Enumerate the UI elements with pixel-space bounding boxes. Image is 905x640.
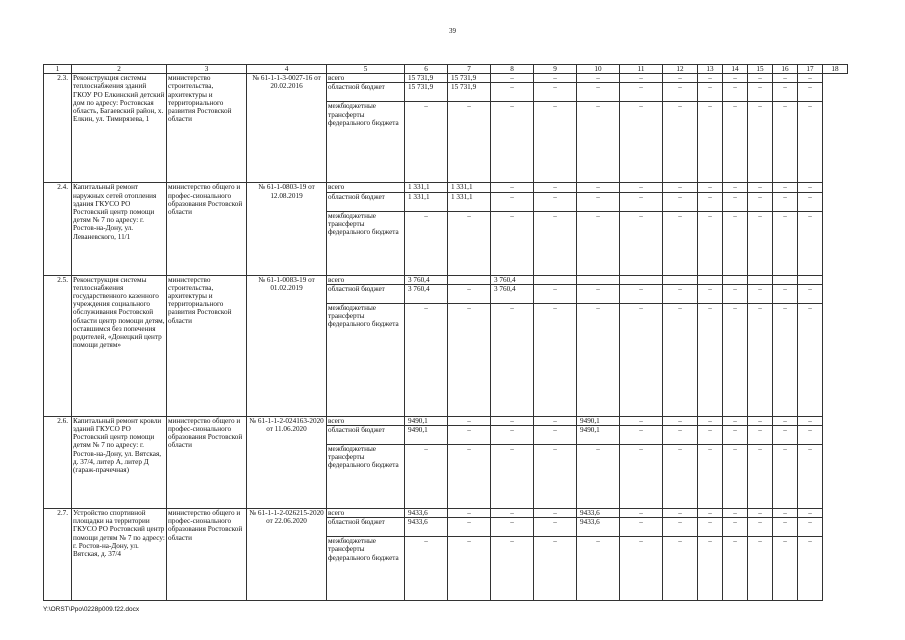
- value-cell: –: [577, 537, 620, 601]
- value-cell: –: [491, 509, 534, 518]
- value-cell: –: [798, 102, 823, 183]
- value-cell: –: [698, 284, 723, 303]
- value-cell: –: [663, 211, 698, 275]
- row-number: 2.4.: [44, 183, 72, 275]
- value-cell: –: [620, 183, 663, 192]
- funding-source: межбюджетные трансферты федерального бюджета: [327, 537, 405, 601]
- value-cell: –: [663, 518, 698, 537]
- column-number: 7: [448, 65, 491, 74]
- row-number: 2.3.: [44, 74, 72, 183]
- value-cell: 9490,1: [405, 426, 448, 445]
- document-reference: № 61-1-0083-19 от 01.02.2019: [247, 275, 327, 416]
- value-cell: –: [491, 445, 534, 509]
- value-cell: –: [491, 518, 534, 537]
- value-cell: –: [405, 211, 448, 275]
- value-cell: –: [773, 102, 798, 183]
- value-cell: –: [448, 211, 491, 275]
- value-cell: –: [448, 537, 491, 601]
- value-cell: –: [698, 509, 723, 518]
- value-cell: –: [698, 537, 723, 601]
- document-reference: № 61-1-0803-19 от 12.08.2019: [247, 183, 327, 275]
- value-cell: –: [773, 518, 798, 537]
- value-cell: –: [534, 192, 577, 211]
- value-cell: –: [620, 83, 663, 102]
- value-cell: 1 331,1: [405, 183, 448, 192]
- table-row: [44, 416, 848, 425]
- value-cell: –: [698, 83, 723, 102]
- funding-source: всего: [327, 183, 405, 192]
- value-cell: –: [448, 416, 491, 425]
- value-cell: –: [723, 426, 748, 445]
- value-cell: –: [663, 183, 698, 192]
- value-cell: –: [723, 518, 748, 537]
- value-cell: –: [405, 445, 448, 509]
- value-cell: 15 731,9: [405, 74, 448, 83]
- value-cell: –: [491, 102, 534, 183]
- value-cell: –: [534, 74, 577, 83]
- value-cell: –: [534, 303, 577, 416]
- column-number: 6: [405, 65, 448, 74]
- funding-source: областной бюджет: [327, 426, 405, 445]
- funding-source: всего: [327, 416, 405, 425]
- responsible-agency: министерство общего и профес-сионального образования Ростовской области: [167, 416, 247, 508]
- column-number: 17: [798, 65, 823, 74]
- footer-file-path: Y:\ORST\Ppo\0228p009.f22.docx: [43, 606, 140, 613]
- value-cell: –: [534, 518, 577, 537]
- value-cell: –: [577, 445, 620, 509]
- value-cell: –: [534, 537, 577, 601]
- value-cell: –: [698, 416, 723, 425]
- value-cell: –: [748, 416, 773, 425]
- funding-source: межбюджетные трансферты федерального бюджета: [327, 102, 405, 183]
- value-cell: –: [748, 183, 773, 192]
- table-row: [44, 509, 848, 518]
- value-cell: –: [534, 211, 577, 275]
- value-cell: –: [723, 537, 748, 601]
- value-cell: –: [748, 211, 773, 275]
- value-cell: –: [491, 416, 534, 425]
- responsible-agency: министерство общего и профес-сионального образования Ростовской области: [167, 183, 247, 275]
- value-cell: –: [534, 284, 577, 303]
- value-cell: –: [491, 426, 534, 445]
- value-cell: –: [723, 445, 748, 509]
- value-cell: –: [723, 211, 748, 275]
- value-cell: –: [448, 102, 491, 183]
- row-number: 2.6.: [44, 416, 72, 508]
- column-number: 2: [72, 65, 167, 74]
- value-cell: –: [620, 416, 663, 425]
- value-cell: 1 331,1: [448, 192, 491, 211]
- value-cell: –: [620, 445, 663, 509]
- value-cell: –: [748, 74, 773, 83]
- value-cell: –: [663, 445, 698, 509]
- value-cell: –: [663, 537, 698, 601]
- program-table: [43, 64, 848, 601]
- value-cell: –: [748, 102, 773, 183]
- table-row: [44, 275, 848, 284]
- value-cell: –: [748, 192, 773, 211]
- value-cell: –: [620, 211, 663, 275]
- value-cell: –: [698, 211, 723, 275]
- value-cell: –: [620, 102, 663, 183]
- value-cell: –: [698, 303, 723, 416]
- value-cell: –: [773, 416, 798, 425]
- value-cell: –: [620, 537, 663, 601]
- value-cell: –: [491, 183, 534, 192]
- value-cell: –: [723, 416, 748, 425]
- value-cell: –: [773, 284, 798, 303]
- value-cell: –: [773, 426, 798, 445]
- value-cell: –: [620, 284, 663, 303]
- value-cell: –: [748, 284, 773, 303]
- column-number: 13: [698, 65, 723, 74]
- value-cell: –: [620, 426, 663, 445]
- value-cell: –: [773, 74, 798, 83]
- value-cell: –: [491, 211, 534, 275]
- value-cell: –: [798, 445, 823, 509]
- value-cell: –: [448, 509, 491, 518]
- value-cell: –: [663, 192, 698, 211]
- value-cell: –: [577, 183, 620, 192]
- value-cell: –: [748, 426, 773, 445]
- value-cell: –: [723, 183, 748, 192]
- value-cell: –: [798, 183, 823, 192]
- value-cell: –: [723, 102, 748, 183]
- table-row: [44, 74, 848, 83]
- responsible-agency: министерство общего и профес-сионального образования Ростовской области: [167, 509, 247, 601]
- column-number: 12: [663, 65, 698, 74]
- value-cell: –: [798, 211, 823, 275]
- value-cell: –: [698, 74, 723, 83]
- value-cell: [534, 275, 577, 284]
- funding-source: областной бюджет: [327, 192, 405, 211]
- value-cell: –: [798, 537, 823, 601]
- value-cell: –: [534, 445, 577, 509]
- value-cell: –: [773, 445, 798, 509]
- value-cell: 9490,1: [577, 426, 620, 445]
- value-cell: 3 760,4: [491, 275, 534, 284]
- value-cell: –: [663, 284, 698, 303]
- column-number: 14: [723, 65, 748, 74]
- value-cell: –: [663, 509, 698, 518]
- funding-source: областной бюджет: [327, 83, 405, 102]
- value-cell: 9490,1: [405, 416, 448, 425]
- column-number: 4: [247, 65, 327, 74]
- column-number: 3: [167, 65, 247, 74]
- document-reference: № 61-1-1-3-0027-16 от 20.02.2016: [247, 74, 327, 183]
- table-row: [44, 183, 848, 192]
- value-cell: –: [723, 303, 748, 416]
- value-cell: –: [698, 445, 723, 509]
- value-cell: –: [534, 426, 577, 445]
- column-number: 18: [823, 65, 848, 74]
- value-cell: –: [405, 102, 448, 183]
- value-cell: –: [748, 303, 773, 416]
- value-cell: 1 331,1: [448, 183, 491, 192]
- value-cell: 15 731,9: [448, 83, 491, 102]
- column-number: 8: [491, 65, 534, 74]
- value-cell: –: [663, 102, 698, 183]
- value-cell: –: [577, 74, 620, 83]
- value-cell: –: [748, 445, 773, 509]
- value-cell: [748, 275, 773, 284]
- column-number: 1: [44, 65, 72, 74]
- value-cell: –: [773, 303, 798, 416]
- funding-source: всего: [327, 275, 405, 284]
- page-number: 39: [449, 27, 456, 35]
- value-cell: [723, 275, 748, 284]
- value-cell: –: [448, 284, 491, 303]
- value-cell: –: [534, 102, 577, 183]
- value-cell: –: [620, 303, 663, 416]
- responsible-agency: министерство строительства, архитектуры и территориального развития Ростовской области: [167, 275, 247, 416]
- column-number: 10: [577, 65, 620, 74]
- value-cell: –: [798, 284, 823, 303]
- responsible-agency: министерство строительства, архитектуры и территориального развития Ростовской области: [167, 74, 247, 183]
- funding-source: областной бюджет: [327, 518, 405, 537]
- value-cell: –: [748, 83, 773, 102]
- value-cell: [698, 275, 723, 284]
- value-cell: –: [798, 509, 823, 518]
- value-cell: –: [534, 83, 577, 102]
- value-cell: 3 760,4: [405, 275, 448, 284]
- value-cell: –: [773, 83, 798, 102]
- value-cell: –: [773, 183, 798, 192]
- funding-source: всего: [327, 509, 405, 518]
- project-name: Капитальный ремонт наружных сетей отопления здания ГКУСО РО Ростовский центр помощи детям № 7 по адресу: г. Ростов-на-Дону, ул. Леваневского, 11/1: [72, 183, 167, 275]
- value-cell: 9433,6: [405, 518, 448, 537]
- value-cell: –: [448, 426, 491, 445]
- value-cell: 9433,6: [577, 518, 620, 537]
- column-number: 16: [773, 65, 798, 74]
- value-cell: –: [698, 192, 723, 211]
- column-number-row: [44, 65, 848, 74]
- value-cell: –: [448, 303, 491, 416]
- value-cell: –: [534, 416, 577, 425]
- value-cell: 3 760,4: [405, 284, 448, 303]
- value-cell: –: [534, 183, 577, 192]
- value-cell: –: [448, 445, 491, 509]
- value-cell: –: [723, 83, 748, 102]
- value-cell: –: [405, 537, 448, 601]
- document-reference: № 61-1-1-2-024163-2020 от 11.06.2020: [247, 416, 327, 508]
- value-cell: –: [663, 303, 698, 416]
- project-name: Реконструкция системы теплоснабжения зданий ГКОУ РО Елкинский детский дом по адресу: Ростовская область, Багаевский район, х. Елкин, ул. Тимирязева, 1: [72, 74, 167, 183]
- funding-source: межбюджетные трансферты федерального бюджета: [327, 211, 405, 275]
- value-cell: –: [698, 183, 723, 192]
- value-cell: [577, 275, 620, 284]
- value-cell: –: [448, 518, 491, 537]
- column-number: 15: [748, 65, 773, 74]
- value-cell: –: [620, 518, 663, 537]
- value-cell: –: [577, 211, 620, 275]
- row-number: 2.5.: [44, 275, 72, 416]
- value-cell: –: [798, 426, 823, 445]
- value-cell: –: [773, 211, 798, 275]
- document-reference: № 61-1-1-2-026215-2020 от 22.06.2020: [247, 509, 327, 601]
- value-cell: [798, 275, 823, 284]
- value-cell: –: [620, 192, 663, 211]
- value-cell: [620, 275, 663, 284]
- value-cell: –: [748, 518, 773, 537]
- value-cell: –: [773, 192, 798, 211]
- value-cell: 9433,6: [577, 509, 620, 518]
- value-cell: –: [405, 303, 448, 416]
- column-number: 5: [327, 65, 405, 74]
- value-cell: 3 760,4: [491, 284, 534, 303]
- value-cell: 15 731,9: [448, 74, 491, 83]
- value-cell: –: [748, 537, 773, 601]
- value-cell: –: [491, 74, 534, 83]
- value-cell: –: [773, 537, 798, 601]
- value-cell: 15 731,9: [405, 83, 448, 102]
- funding-source: всего: [327, 74, 405, 83]
- value-cell: –: [698, 426, 723, 445]
- funding-source: областной бюджет: [327, 284, 405, 303]
- value-cell: –: [663, 416, 698, 425]
- value-cell: –: [663, 426, 698, 445]
- value-cell: 1 331,1: [405, 192, 448, 211]
- project-name: Капитальный ремонт кровли зданий ГКУСО РО Ростовский центр помощи детям № 7 по адресу: г. Ростов-на-Дону, ул. Вятская, д. 37/4, литер А, литер Д (гараж-прачечная): [72, 416, 167, 508]
- value-cell: –: [577, 192, 620, 211]
- value-cell: –: [798, 303, 823, 416]
- value-cell: –: [491, 83, 534, 102]
- value-cell: –: [491, 303, 534, 416]
- column-number: 9: [534, 65, 577, 74]
- value-cell: –: [798, 74, 823, 83]
- funding-source: межбюджетные трансферты федерального бюджета: [327, 445, 405, 509]
- value-cell: –: [577, 83, 620, 102]
- row-number: 2.7.: [44, 509, 72, 601]
- value-cell: [773, 275, 798, 284]
- value-cell: –: [723, 74, 748, 83]
- value-cell: –: [723, 284, 748, 303]
- value-cell: –: [534, 509, 577, 518]
- value-cell: –: [577, 284, 620, 303]
- value-cell: [448, 275, 491, 284]
- value-cell: –: [663, 83, 698, 102]
- value-cell: –: [577, 102, 620, 183]
- value-cell: –: [798, 192, 823, 211]
- value-cell: 9433,6: [405, 509, 448, 518]
- value-cell: –: [798, 416, 823, 425]
- value-cell: –: [773, 509, 798, 518]
- value-cell: –: [798, 83, 823, 102]
- value-cell: –: [491, 192, 534, 211]
- value-cell: –: [663, 74, 698, 83]
- value-cell: 9490,1: [577, 416, 620, 425]
- column-number: 11: [620, 65, 663, 74]
- value-cell: –: [577, 303, 620, 416]
- project-name: Реконструкция системы теплоснабжения государственного казенного учреждения социального обслуживания Ростовской области центр помощи детям, оставшимся без попечения родителей, «Донецкий центр помощи детям»: [72, 275, 167, 416]
- value-cell: –: [698, 102, 723, 183]
- value-cell: –: [798, 518, 823, 537]
- value-cell: –: [723, 509, 748, 518]
- funding-source: межбюджетные трансферты федерального бюджета: [327, 303, 405, 416]
- value-cell: [663, 275, 698, 284]
- value-cell: –: [620, 74, 663, 83]
- project-name: Устройство спортивной площадки на территории ГКУСО РО Ростовский центр помощи детям № 7 по адресу: г. Ростов-на-Дону, ул. Вятская, д. 37/4: [72, 509, 167, 601]
- value-cell: –: [491, 537, 534, 601]
- value-cell: –: [723, 192, 748, 211]
- value-cell: –: [620, 509, 663, 518]
- value-cell: –: [698, 518, 723, 537]
- value-cell: –: [748, 509, 773, 518]
